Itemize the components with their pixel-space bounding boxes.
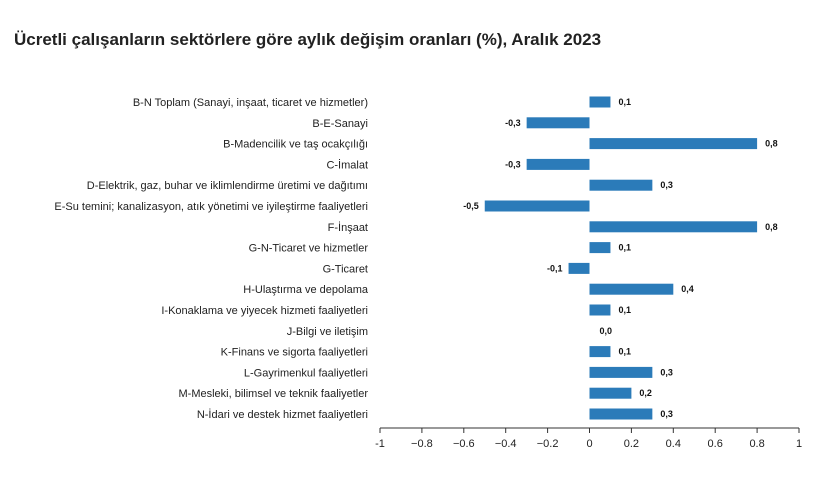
category-label: E-Su temini; kanalizasyon, atık yönetimi ve iyileştirme faaliyetleri: [54, 201, 368, 213]
category-label: N-İdari ve destek hizmet faaliyetleri: [196, 409, 368, 421]
x-tick-label: −0.4: [494, 438, 517, 450]
bar: [527, 159, 590, 170]
bar: [590, 388, 632, 399]
category-label: H-Ulaştırma ve depolama: [243, 284, 368, 297]
category-label: C-İmalat: [326, 159, 368, 172]
bar: [590, 409, 653, 420]
x-axis: [375, 428, 802, 450]
category-label: K-Finans ve sigorta faaliyetleri: [220, 346, 368, 359]
x-tick-label: −0.2: [536, 438, 559, 450]
bar: [569, 263, 590, 274]
data-label: 0,8: [765, 221, 778, 232]
data-label: 0,3: [660, 367, 673, 378]
x-tick-label: 0.2: [623, 438, 640, 450]
data-label: 0,1: [618, 242, 631, 253]
data-label: 0,3: [660, 180, 673, 191]
data-label: 0,1: [618, 97, 631, 107]
data-label: 0,1: [618, 346, 631, 357]
data-label: -0,5: [463, 201, 479, 211]
bar: [527, 117, 590, 128]
data-label: -0,1: [547, 263, 563, 274]
data-label: 0,0: [599, 325, 613, 336]
bar: [590, 221, 758, 232]
category-label: F-İnşaat: [327, 221, 368, 234]
category-label: D-Elektrik, gaz, buhar ve iklimlendirme üretimi ve dağıtımı: [86, 180, 368, 193]
bar: [590, 97, 611, 108]
category-label: I-Konaklama ve yiyecek hizmeti faaliyetleri: [161, 305, 368, 317]
category-label: M-Mesleki, bilimsel ve teknik faaliyetler: [178, 388, 368, 401]
category-label: G-Ticaret: [322, 263, 368, 276]
category-label: J-Bilgi ve iletişim: [286, 325, 368, 338]
bar: [590, 138, 758, 149]
bars-group: [485, 97, 757, 420]
category-labels: [54, 97, 369, 421]
category-label: G-N-Ticaret ve hizmetler: [248, 242, 368, 255]
data-label: 0,1: [618, 305, 631, 315]
x-tick-label: -1: [375, 438, 385, 450]
data-label: 0,8: [765, 138, 778, 149]
bar: [590, 284, 674, 295]
bar: [485, 201, 590, 212]
x-tick-label: −0.6: [452, 438, 475, 450]
category-label: B-Madencilik ve taş ocakçılığı: [223, 138, 368, 151]
x-tick-label: 1: [795, 438, 803, 450]
bar: [590, 367, 653, 378]
data-label: 0,4: [681, 284, 694, 295]
x-tick-label: 0.8: [749, 438, 765, 450]
bar: [590, 346, 611, 357]
data-label: -0,3: [505, 117, 521, 128]
x-tick-label: 0.4: [665, 438, 681, 450]
data-label: 0,2: [639, 388, 652, 399]
category-label: L-Gayrimenkul faaliyetleri: [243, 367, 368, 380]
bar: [590, 305, 611, 316]
bar: [590, 180, 653, 191]
data-label: -0,3: [505, 159, 521, 170]
x-tick-label: 0.6: [707, 438, 723, 450]
category-label: B-E-Sanayi: [312, 117, 368, 130]
category-label: B-N Toplam (Sanayi, inşaat, ticaret ve hizmetler): [132, 97, 368, 109]
chart-title: Ücretli çalışanların sektörlere göre aylık değişim oranları (%), Aralık 2023: [14, 30, 602, 49]
data-label: 0,3: [660, 409, 673, 419]
x-tick-label: 0: [586, 438, 593, 450]
x-tick-label: −0.8: [411, 438, 433, 450]
bar: [590, 242, 611, 253]
